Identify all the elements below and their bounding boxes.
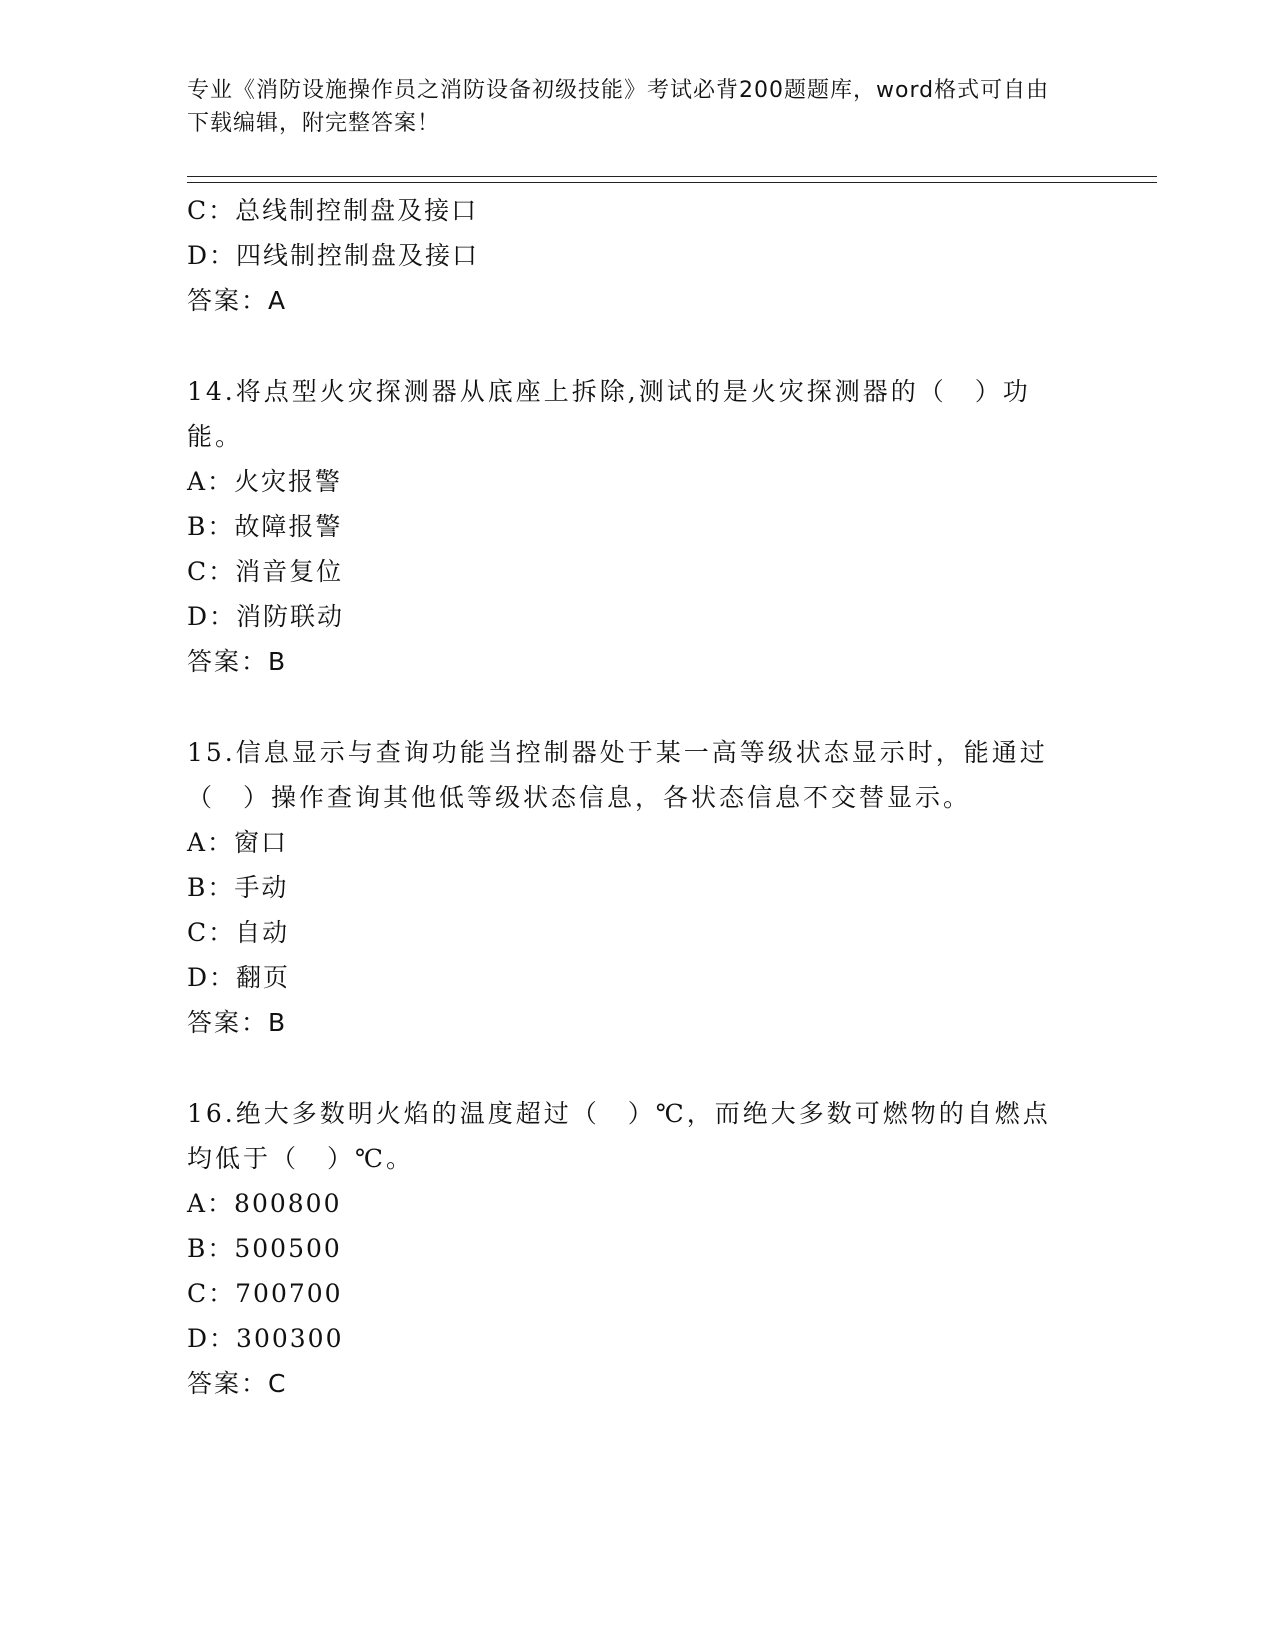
option-a: A：火灾报警 <box>187 467 343 496</box>
question-16 <box>187 1091 1087 1406</box>
question-15 <box>187 730 1087 1045</box>
spacer <box>187 1045 1087 1091</box>
question-13-continued <box>187 188 1087 323</box>
option-c: C：自动 <box>187 918 290 947</box>
option-d: D：四线制控制盘及接口 <box>187 241 480 270</box>
option-c: C：700700 <box>187 1279 343 1308</box>
option-b: B：故障报警 <box>187 512 343 541</box>
question-list <box>187 188 1087 1406</box>
option-a: A：窗口 <box>187 828 289 857</box>
option-a: A：800800 <box>187 1189 342 1218</box>
answer-line: 答案：B <box>187 647 288 676</box>
option-d: D：300300 <box>187 1324 344 1353</box>
option-b: B：手动 <box>187 873 289 902</box>
answer-line: 答案：B <box>187 1008 288 1037</box>
spacer <box>187 684 1087 730</box>
spacer <box>187 323 1087 369</box>
question-stem: 14.将点型火灾探测器从底座上拆除,测试的是火灾探测器的（ ）功能。 <box>187 377 1031 451</box>
option-c: C：消音复位 <box>187 557 344 586</box>
question-stem: 16.绝大多数明火焰的温度超过（ ）℃，而绝大多数可燃物的自燃点均低于（ ）℃。 <box>187 1099 1051 1173</box>
header-title: 专业《消防设施操作员之消防设备初级技能》考试必背200题题库，word格式可自由下载编辑，附完整答案！ <box>187 78 1050 136</box>
answer-line: 答案：A <box>187 286 288 315</box>
header-divider <box>187 176 1157 183</box>
page-header <box>187 74 1067 140</box>
answer-line: 答案：C <box>187 1369 288 1398</box>
option-b: B：500500 <box>187 1234 342 1263</box>
question-14 <box>187 369 1087 684</box>
option-d: D：消防联动 <box>187 602 345 631</box>
question-stem: 15.信息显示与查询功能当控制器处于某一高等级状态显示时，能通过（ ）操作查询其他低等级状态信息，各状态信息不交替显示。 <box>187 738 1048 812</box>
option-c: C：总线制控制盘及接口 <box>187 196 479 225</box>
option-d: D：翻页 <box>187 963 291 992</box>
